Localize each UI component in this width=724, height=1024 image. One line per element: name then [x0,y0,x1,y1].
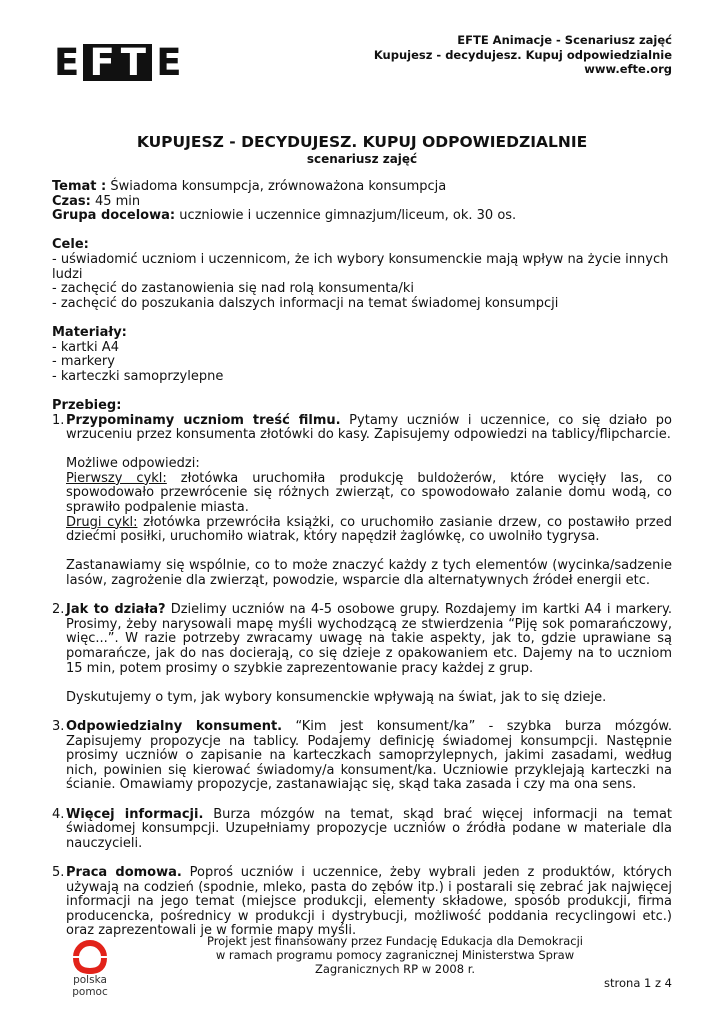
cycle-1 [66,472,672,516]
materialy-item: - markery [52,354,115,370]
header-url: www.efte.org [584,62,672,76]
step-2-discussion: Dyskutujemy o tym, jak wybory konsumenckie wpływają na świat, jak to się dzieje. [66,689,607,705]
funding-line-2: w ramach programu pomocy zagranicznej Ministerstwa Spraw [215,948,575,962]
temat-label: Temat : [52,179,107,194]
step-number: 4. [52,806,65,822]
materialy-item: - karteczki samoprzylepne [52,368,224,384]
step-1-intro [66,414,672,443]
page-subtitle: scenariusz zajęć [306,152,418,166]
step-number: 2. [52,602,65,618]
step-4 [52,808,672,852]
step-5-text: Poproś uczniów i uczennice, żeby wybrali jeden z produktów, których używają na codzień (spodnie, mleko, pasta do zębów itp.) i postarali się zebrać jak najwięcej informacji na jego temat (miejsce produkcji, elementy składowe, sposób produkcji, firma producencka, pośrednicy w produkcji i dystrybucji, możliwość poddania recyclingowi etc.) oraz zaprezentowali je w formie mapy myśli. [66,864,672,939]
step-1-reflection: Zastanawiamy się wspólnie, co to może znaczyć każdy z tych elementów (wycinka/sadzenie lasów, zagrożenie dla zwierząt, powodzie, wsparcie dla alternatywnych źródeł energii etc. [66,558,672,589]
czas-label: Czas: [52,193,91,209]
step-5-title: Praca domowa. [66,864,182,880]
temat-value: Świadoma konsumpcja, zrównoważona konsumpcja [106,179,447,194]
step-2 [52,603,672,705]
step-4-intro [66,808,672,852]
step-1-title: Przypominamy uczniom treść filmu. [66,412,341,428]
step-number: 5. [52,864,65,880]
step-number: 3. [52,718,65,734]
page-number: strona 1 z 4 [604,976,672,990]
step-3-text: “Kim jest konsument/ka” - szybka burza mózgów. Zapisujemy propozycje na tablicy. Podajemy definicję świadomej konsumpcji. Następnie prosimy uczniów o zapisanie na karteczkach samoprzylepnych, jakimi zasadami, według nich, powinien się kierować świadomy/a konsument/ka. Uczniowie przyklejają karteczki na ścianie. Omawiamy propozycje, zastanawiając się, skąd taka zasada i czy ma ona sens. [66,718,672,793]
cycle-1-text: złotówka uruchomiła produkcję buldożerów, które wycięły las, co spowodowało przewrócenie się różnych zwierząt, co spowodowało zalanie domu wodą, co sprawiło podpalenie miasta. [66,470,672,516]
step-2-intro [66,603,672,676]
step-5-intro [66,866,672,939]
step-3 [52,720,672,793]
document-header [374,33,672,77]
step-4-text: Burza mózgów na temat, skąd brać więcej informacji na temat świadomej konsumpcji. Uzupełniamy propozycje uczniów o źródła podane w materiale dla nauczycieli. [66,806,673,851]
efte-logo [54,41,182,84]
cele-item: - zachęcić do poszukania dalszych informacji na temat świadomej konsumpcji [52,295,559,311]
polska-pomoc-label: polska pomoc [72,974,108,998]
meta-temat [52,180,672,195]
logo-letter-e2: E [156,41,182,84]
cele-item: - zachęcić do zastanowienia się nad rolą konsumenta/ki [52,281,414,297]
header-line-2: Kupujesz - decydujesz. Kupuj odpowiedzialnie [373,47,672,62]
page-title: KUPUJESZ - DECYDUJESZ. KUPUJ ODPOWIEDZIALNIE [136,133,588,151]
przebieg-label: Przebieg: [52,397,122,413]
step-2-title: Jak to działa? [66,602,166,618]
czas-value: 45 min [90,193,141,209]
funding-note [190,934,600,976]
grupa-value: uczniowie i uczennice gimnazjum/liceum, ok. 30 os. [175,208,517,224]
cele-item: - uświadomić uczniom i uczennicom, że ich wybory konsumenckie mają wpływ na życie innych ludzi [52,251,669,282]
grupa-label: Grupa docelowa: [52,208,176,224]
step-3-title: Odpowiedzialny konsument. [66,718,283,734]
logo-letters-ft: FT [83,44,152,81]
document-body [52,180,672,939]
step-1-text: Pytamy uczniów i uczennice, co się działo po wrzuceniu przez konsumenta złotówki do kasy. Zapisujemy odpowiedzi na tablicy/flipcharcie. [66,412,672,443]
meta-grupa [52,209,672,224]
cele-label: Cele: [52,237,89,253]
possible-answers-label: Możliwe odpowiedzi: [66,456,200,472]
logo-letter-e1: E [54,41,80,84]
step-3-intro [66,720,672,793]
funding-line-3: Zagranicznych RP w 2008 r. [314,962,476,976]
materialy-label: Materiały: [52,324,127,340]
materialy-item: - kartki A4 [52,339,119,355]
step-1 [52,414,672,589]
cycle-2-text: złotówka przewróciła książki, co uruchomiło zasianie drzew, co postawiło przed dziećmi posiłki, uruchomiło wiatrak, który napędził żaglówkę, co uwolniło tygrysa. [66,514,672,545]
meta-czas [52,195,672,210]
funding-line-1: Projekt jest finansowany przez Fundację Edukacja dla Demokracji [207,934,583,948]
header-line-1: EFTE Animacje - Scenariusz zajęć [457,33,672,47]
step-5 [52,866,672,939]
cycle-1-label: Pierwszy cykl: [66,470,167,486]
step-4-title: Więcej informacji. [66,806,204,822]
cycle-2-label: Drugi cykl: [66,514,138,530]
cycle-2 [66,516,672,545]
step-2-text: Dzielimy uczniów na 4-5 osobowe grupy. Rozdajemy im kartki A4 i markery. Prosimy, żeby narysowali mapę myśli wychodzącą ze stwierdzenia “Piję sok pomarańczowy, więc...”. W razie potrzeby zwracamy uwagę na takie aspekty, jak to, gdzie uprawiane są pomarańcze, jak do nas docierają, co się dzieje z opakowaniem etc. Dajemy na to uczniom 15 min, potem prosimy o szybkie zaprezentowanie pracy każdej z grup. [66,602,672,676]
step-number: 1. [52,412,65,428]
